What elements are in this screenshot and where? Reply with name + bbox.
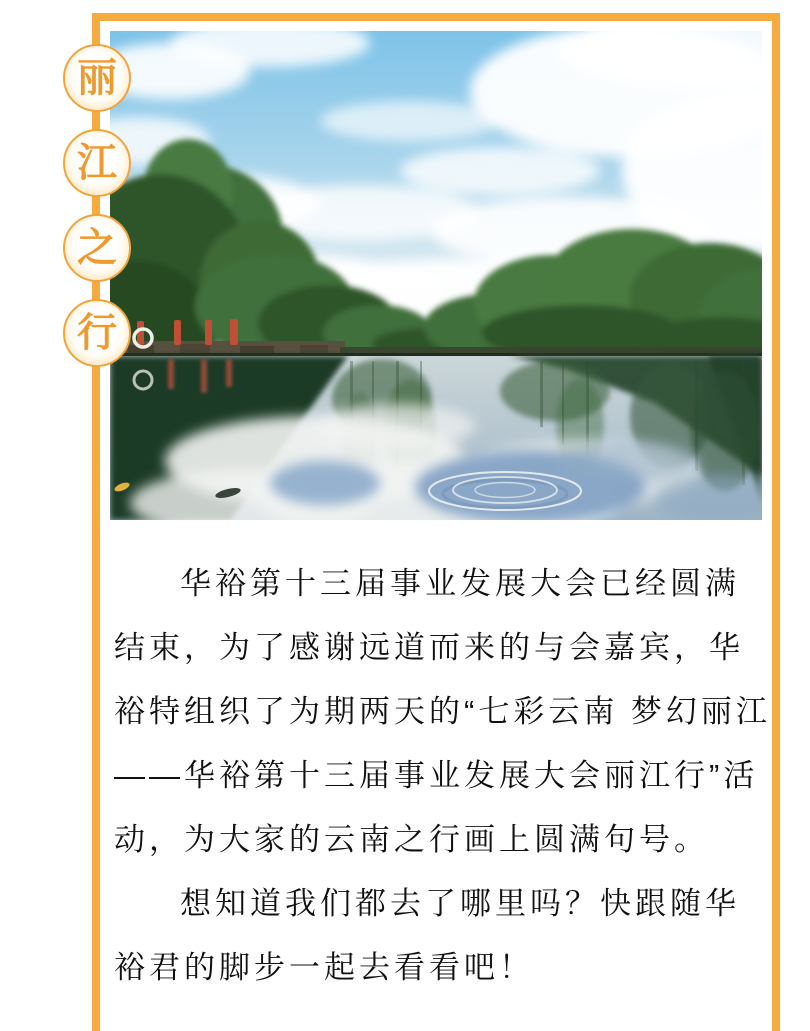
text-line: 结束，为了感谢远道而来的与会嘉宾，华 [114, 630, 744, 665]
lake-scene [110, 31, 762, 520]
title-char-text: 之 [77, 226, 117, 270]
text-line: ——华裕第十三届事业发展大会丽江行”活 [114, 758, 759, 793]
article-text [114, 552, 771, 1000]
text-line: 动，为大家的云南之行画上圆满句号。 [114, 822, 709, 857]
title-char-text: 行 [77, 311, 117, 355]
title-char-badge [63, 299, 131, 367]
lake-photo [110, 31, 762, 520]
text-line: 裕特组织了为期两天的“七彩云南 梦幻丽江 [114, 694, 771, 729]
title-char-badge [63, 129, 131, 197]
title-char-text: 丽 [77, 56, 117, 100]
title-char-badge [63, 44, 131, 112]
text-line: 裕君的脚步一起去看看吧！ [114, 950, 534, 985]
title-char-badge [63, 214, 131, 282]
text-line: 想知道我们都去了哪里吗？快跟随华 [180, 886, 740, 921]
text-line: 华裕第十三届事业发展大会已经圆满 [180, 566, 740, 601]
title-char-text: 江 [77, 141, 117, 185]
